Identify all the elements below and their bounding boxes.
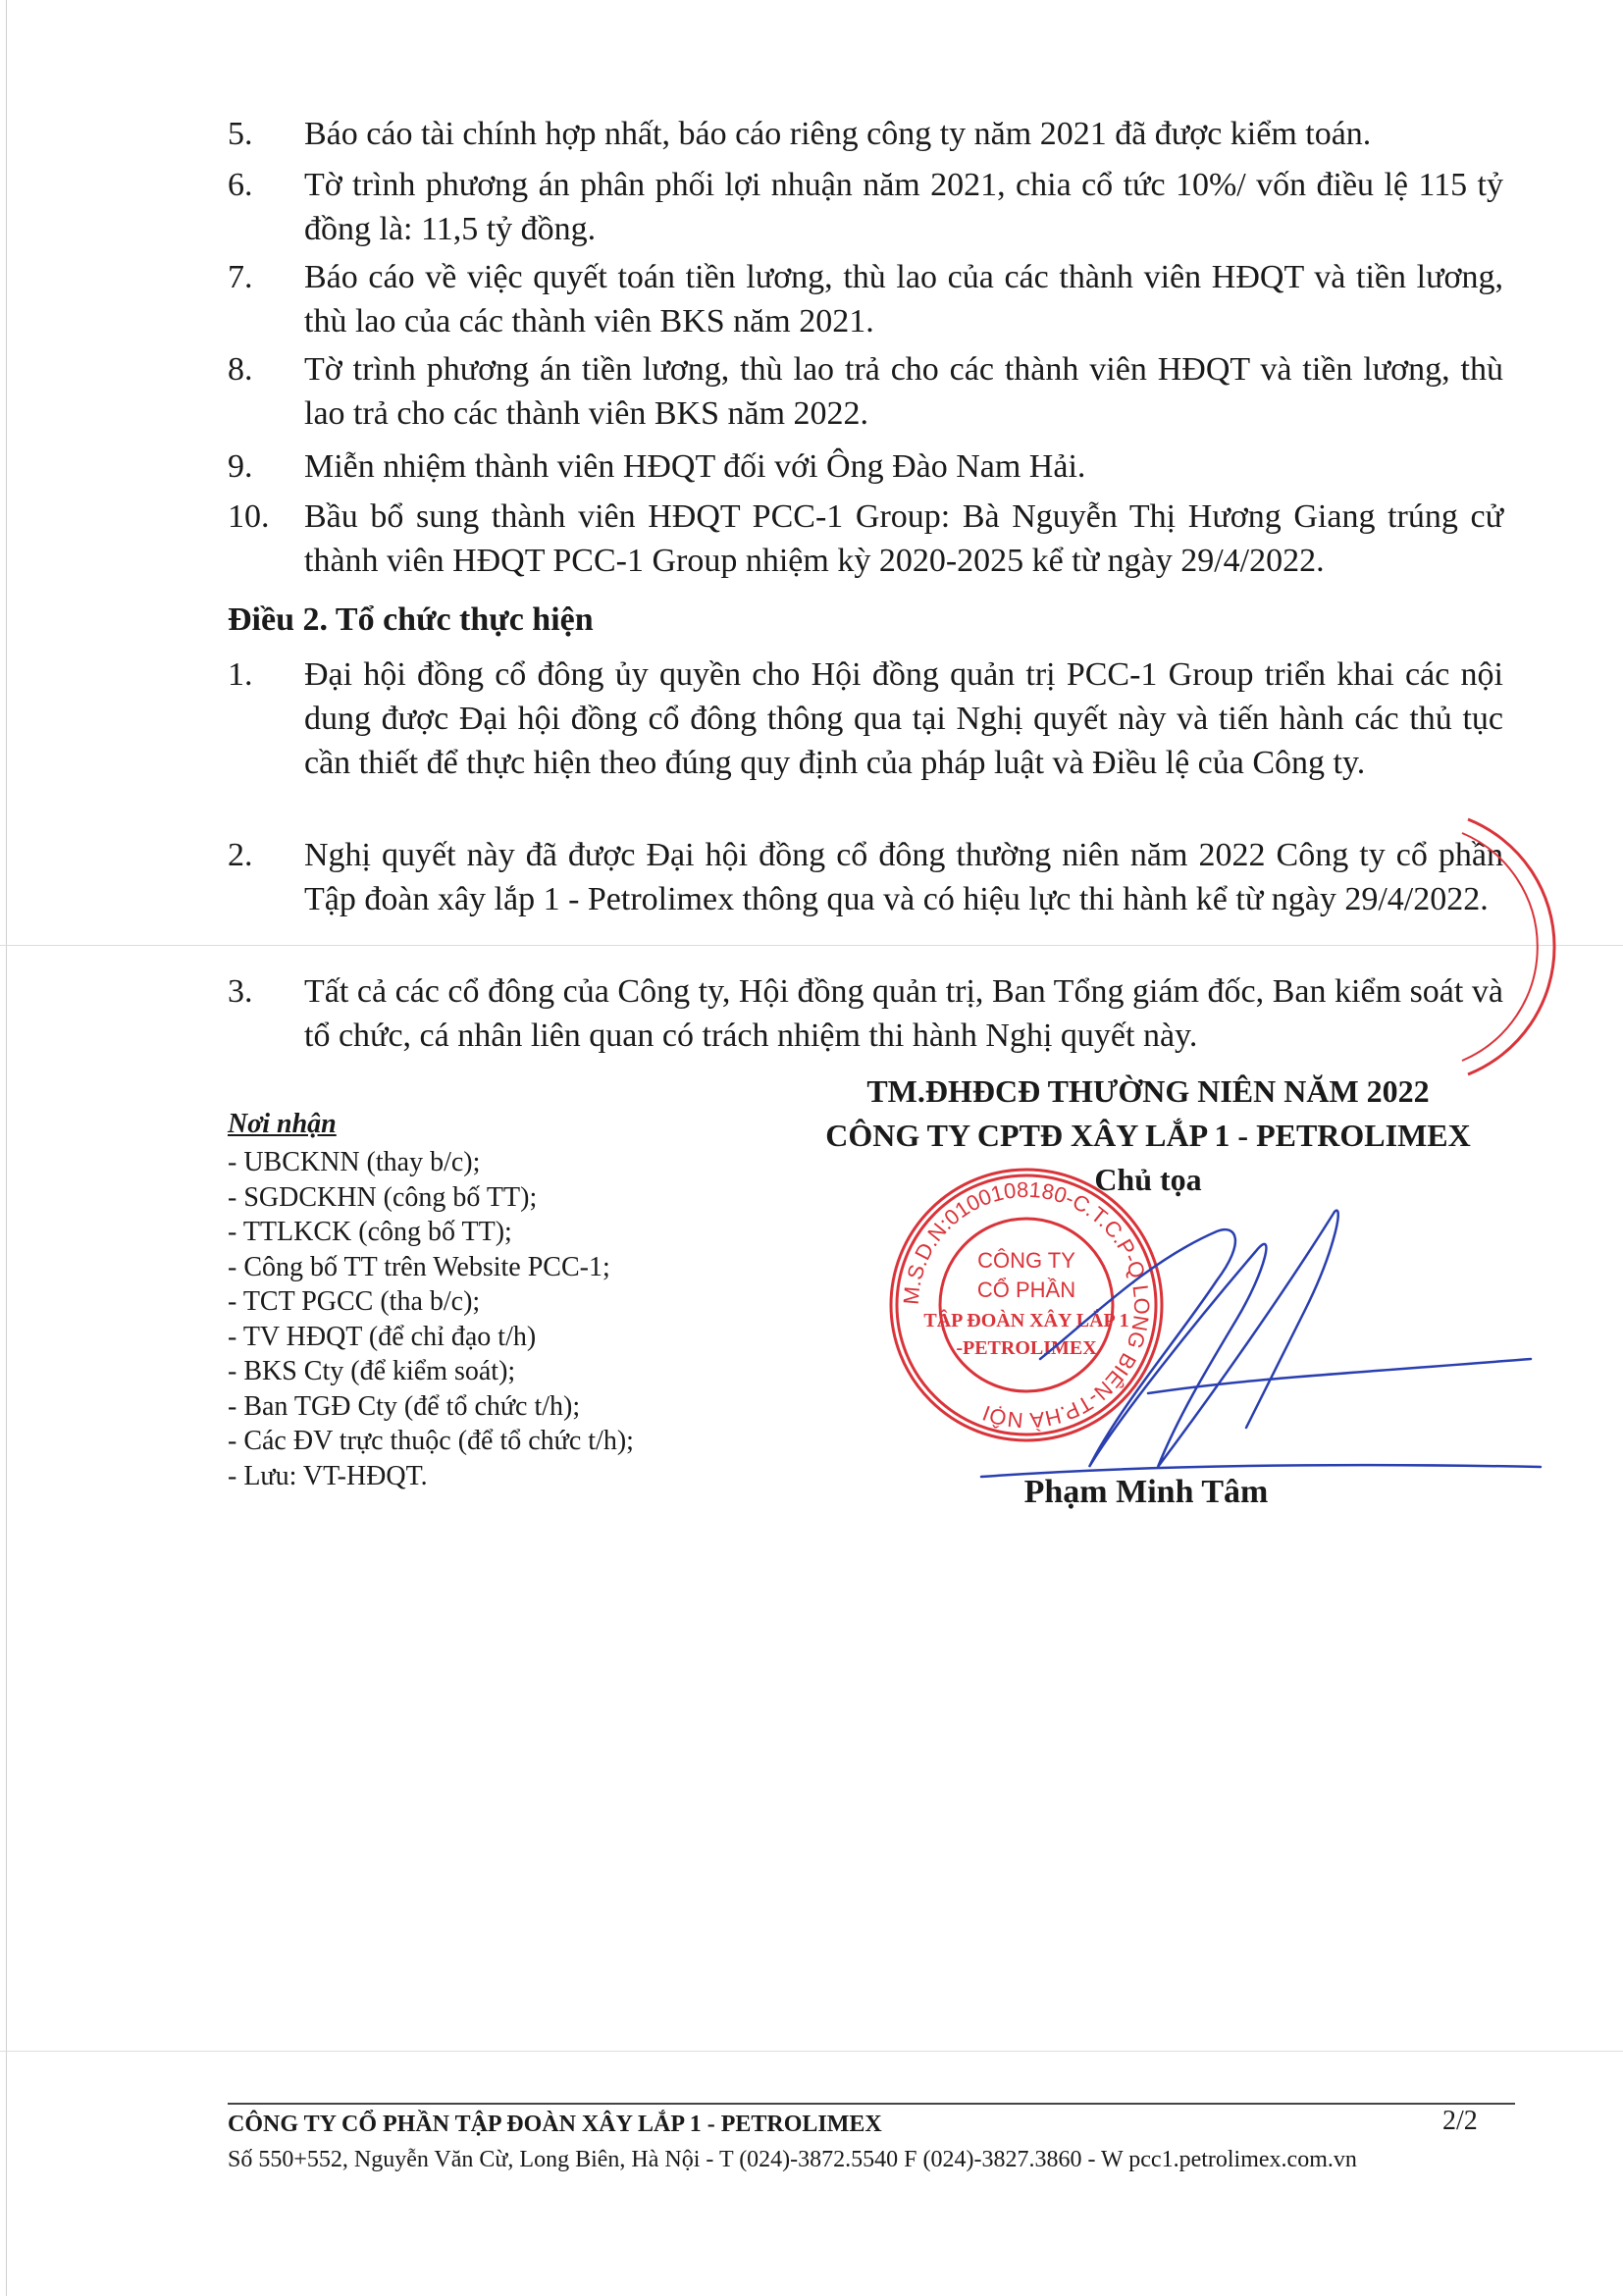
recipient-item: - TTLKCK (công bố TT); — [228, 1217, 512, 1247]
item-number: 1. — [228, 656, 253, 693]
item-number: 3. — [228, 973, 253, 1010]
footer-address: Số 550+552, Nguyễn Văn Cừ, Long Biên, Hà Nội - T (024)-3872.5540 F (024)-3827.3860 - W pcc1.petrolimex.com.vn — [228, 2147, 1357, 2172]
item-number: 8. — [228, 351, 253, 388]
item-text: Báo cáo tài chính hợp nhất, báo cáo riêng công ty năm 2021 đã được kiểm toán. — [304, 116, 1372, 152]
signature-company-line: CÔNG TY CPTĐ XÂY LẮP 1 - PETROLIMEX — [825, 1118, 1471, 1153]
scan-page-edge — [6, 0, 7, 2296]
item-text: Bầu bổ sung thành viên HĐQT PCC-1 Group: Bà Nguyễn Thị Hương Giang trúng cử thành viên HĐQT PCC-1 Group nhiệm kỳ 2020-2025 kể từ ngày 29/4/2022. — [304, 498, 1503, 579]
seal-outer-text: M.S.D.N:0100108180-C.T.C.P-Q.LONG BIÊN-TP.HÀ NỘI — [898, 1176, 1155, 1434]
list-item — [228, 347, 1503, 436]
footer-company: CÔNG TY CỔ PHẦN TẬP ĐOÀN XÂY LẮP 1 - PETROLIMEX — [228, 2112, 882, 2137]
list-item — [228, 652, 1503, 785]
signature-org-line: TM.ĐHĐCĐ THƯỜNG NIÊN NĂM 2022 — [866, 1073, 1430, 1109]
seal-line-2: CỔ PHẦN — [976, 1278, 1076, 1302]
list-item — [228, 969, 1503, 1058]
recipient-item: - Công bố TT trên Website PCC-1; — [228, 1251, 610, 1282]
item-number: 6. — [228, 167, 253, 203]
item-text: Tất cả các cổ đông của Công ty, Hội đồng quản trị, Ban Tổng giám đốc, Ban kiểm soát và tổ chức, cá nhân liên quan có trách nhiệm thi hành Nghị quyết này. — [304, 973, 1503, 1054]
recipient-item: - BKS Cty (để kiểm soát); — [228, 1356, 516, 1386]
list-item — [228, 444, 1503, 489]
item-text: Đại hội đồng cổ đông ủy quyền cho Hội đồng quản trị PCC-1 Group triển khai các nội dung được Đại hội đồng cổ đông thông qua tại Nghị quyết này và tiến hành các thủ tục cần thiết để thực hiện theo đúng quy định của pháp luật và Điều lệ của Công ty. — [304, 656, 1503, 781]
item-number: 2. — [228, 837, 253, 873]
item-number: 7. — [228, 259, 253, 295]
footer-rule — [228, 2103, 1515, 2105]
seal-line-4: -PETROLIMEX — [956, 1337, 1097, 1359]
recipient-item: - Các ĐV trực thuộc (để tổ chức t/h); — [228, 1426, 634, 1456]
signer-name: Phạm Minh Tâm — [1023, 1474, 1269, 1510]
list-item — [228, 112, 1503, 156]
handwritten-signature — [922, 1173, 1550, 1496]
recipient-item: - SGDCKHN (công bố TT); — [228, 1181, 538, 1213]
item-text: Tờ trình phương án tiền lương, thù lao trả cho các thành viên HĐQT và tiền lương, thù lao trả cho các thành viên BKS năm 2022. — [304, 351, 1503, 432]
seal-line-1: CÔNG TY — [977, 1248, 1075, 1273]
item-text: Miễn nhiệm thành viên HĐQT đối với Ông Đào Nam Hải. — [304, 448, 1086, 485]
recipient-item: - TCT PGCC (tha b/c); — [228, 1286, 481, 1317]
list-item — [228, 495, 1503, 583]
recipients-list — [228, 1145, 634, 1493]
recipient-item: - Lưu: VT-HĐQT. — [228, 1460, 428, 1491]
list-item — [228, 255, 1503, 343]
article-heading: Điều 2. Tổ chức thực hiện — [228, 601, 594, 638]
partial-seal-edge — [1448, 809, 1576, 1084]
seal-line-3: TẬP ĐOÀN XÂY LẮP 1 — [923, 1310, 1129, 1331]
list-item — [228, 833, 1503, 921]
item-number: 5. — [228, 116, 253, 152]
item-text: Báo cáo về việc quyết toán tiền lương, thù lao của các thành viên HĐQT và tiền lương, thù lao của các thành viên BKS năm 2021. — [304, 259, 1503, 339]
recipient-item: - UBCKNN (thay b/c); — [228, 1147, 481, 1177]
recipient-item: - Ban TGĐ Cty (để tổ chức t/h); — [228, 1390, 581, 1422]
scan-artifact-line — [0, 945, 1623, 946]
item-text: Tờ trình phương án phân phối lợi nhuận năm 2021, chia cổ tức 10%/ vốn điều lệ 115 tỷ đồng là: 11,5 tỷ đồng. — [304, 167, 1503, 247]
scan-artifact-line — [0, 2051, 1623, 2052]
item-number: 10. — [228, 498, 270, 535]
list-item — [228, 163, 1503, 251]
page-number: 2/2 — [1442, 2106, 1478, 2136]
item-text: Nghị quyết này đã được Đại hội đồng cổ đông thường niên năm 2022 Công ty cổ phần Tập đoàn xây lắp 1 - Petrolimex thông qua và có hiệu lực thi hành kể từ ngày 29/4/2022. — [304, 837, 1503, 917]
item-number: 9. — [228, 448, 253, 485]
recipient-item: - TV HĐQT (để chỉ đạo t/h) — [228, 1321, 537, 1352]
signature-role: Chủ tọa — [1094, 1162, 1202, 1197]
recipients-title: Nơi nhận — [228, 1109, 337, 1139]
